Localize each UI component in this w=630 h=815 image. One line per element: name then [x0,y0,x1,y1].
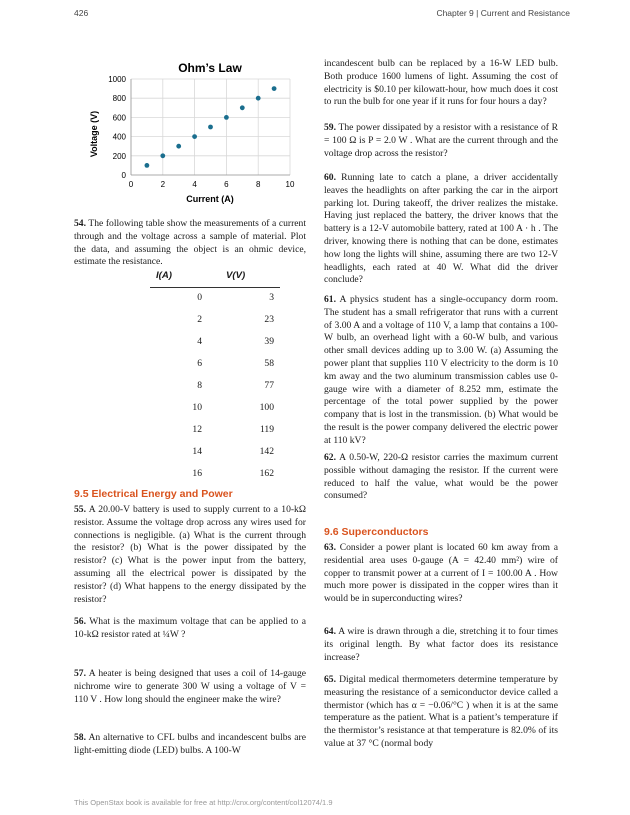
problem-58-continued: incandescent bulb can be replaced by a 16-W LED bulb. Both produce 1600 lumens of light. Assuming the cost of electricity is $0.10 per kilowatt-hour, how much does it cost to run the bulb for one year if it runs for four hours a day? [324,58,558,108]
data-point [272,86,277,91]
problem-64: 64. A wire is drawn through a die, stretching it to four times its original length. By what factor does its resistance increase? [324,626,558,663]
table-row [150,464,280,486]
problem-54 [74,218,306,269]
y-tick-label: 600 [112,113,126,123]
table-row [150,398,280,420]
x-tick-label: 8 [255,180,261,189]
cell-voltage: 39 [264,336,274,348]
table-row [150,310,280,332]
cell-voltage: 77 [264,380,274,392]
table-row [150,354,280,376]
cell-current: 0 [197,292,202,304]
problem-number: 54. [74,218,86,229]
table-row [150,420,280,442]
cell-voltage: 119 [259,424,274,436]
x-tick-label: 10 [285,180,295,189]
problem-text: The following table show the measurements of a current through and the voltage across a sample of material. Plot the data, and assuming the object is an ohmic device, estimate the resistance. [74,218,306,268]
measurement-table [150,268,280,486]
cell-voltage: 162 [259,468,274,480]
y-tick-label: 1000 [108,75,126,84]
ohms-law-chart [74,56,306,206]
cell-current: 12 [192,424,202,436]
problem-61: 61. A physics student has a single-occupancy dorm room. The student has a small refrigerator that runs with a current of 3.00 A and a voltage of 110 V, a lamp that contains a 100-W bulb, an overhead light with a 60-W bulb, and various other small devices adding up to 3.00 W. (a) Assuming the power plant that supplies 110 V electricity to the dorm is 10 km away and the two aluminum transmission cables use 0-gauge wire with a diameter of 8.252 mm, estimate the percentage of the total power supplied by the power company that is lost in the transmission. (b) What would be the result is the power company delivered the electric power at 110 kV? [324,294,558,446]
data-point [224,115,229,120]
cell-current: 8 [197,380,202,392]
cell-voltage: 142 [259,446,274,458]
x-tick-label: 0 [128,180,134,189]
chart-title: Ohm’s Law [178,61,242,75]
cell-current: 16 [192,468,202,480]
problem-59: 59. The power dissipated by a resistor with a resistance of R = 100 Ω is P = 2.0 W . What are the current through and the voltage drop across the resistor? [324,122,558,159]
page-number: 426 [74,8,89,18]
table-row [150,332,280,354]
problem-62: 62. A 0.50-W, 220-Ω resistor carries the maximum current possible without damaging the resistor. If the current were reduced to half the value, what would be the power consumed? [324,452,558,502]
footer-note: This OpenStax book is available for free at http://cnx.org/content/col12074/1.9 [74,798,333,807]
x-tick-label: 4 [192,180,197,189]
table-row [150,287,280,310]
col-header-voltage: V(V) [220,268,280,287]
chapter-header: Chapter 9 | Current and Resistance [436,8,570,18]
y-tick-label: 400 [112,132,126,142]
data-point [176,144,181,149]
y-axis-label: Voltage (V) [89,110,99,158]
problem-56: 56. What is the maximum voltage that can be applied to a 10-kΩ resistor rated at ¼W ? [74,616,306,640]
table-row [150,442,280,464]
y-tick-label: 800 [112,94,126,104]
problem-65: 65. Digital medical thermometers determine temperature by measuring the resistance of a semiconductor device called a thermistor (which has α = −0.06/°C ) when it is at the same temperature as the patient. What is a patient’s temperature if the thermistor’s resistance at that temperature is 82.0% of its value at 37 °C (normal body [324,674,558,749]
x-tick-label: 6 [224,180,229,189]
cell-current: 2 [197,314,202,326]
section-heading-9-5: 9.5 Electrical Energy and Power [74,488,233,500]
col-header-current: I(A) [150,268,220,287]
cell-current: 4 [197,336,202,348]
data-point [208,125,213,130]
x-axis-label: Current (A) [186,194,234,204]
x-tick-label: 2 [160,180,166,189]
data-point [145,163,150,168]
y-tick-label: 0 [121,171,126,180]
cell-current: 10 [192,402,202,414]
data-point [240,105,245,110]
problem-60: 60. Running late to catch a plane, a driver accidentally leaves the headlights on after parking the car in the airport parking lot. During takeoff, the driver realizes the mistake. Having just replaced the battery, the driver knows that the battery is a 12-V automobile battery, rated at 100 A · h . The driver, knowing there is nothing that can be done, estimates how long the lights will shine, assuming there are two 12-V headlights, each rated at 40 W. What did the driver conclude? [324,172,558,286]
cell-current: 14 [192,446,202,458]
cell-current: 6 [197,358,202,370]
table-row [150,376,280,398]
data-point [256,96,261,101]
cell-voltage: 58 [264,358,274,370]
section-heading-9-6: 9.6 Superconductors [324,526,429,538]
data-point [160,153,165,158]
problem-55: 55. A 20.00-V battery is used to supply current to a 10-kΩ resistor. Assume the voltage drop across any wires used for connections is negligible. (a) What is the current through the resistor? (b) What is the power dissipated by the resistor? (c) What is the power input from the battery, assuming all the electrical power is dissipated by the resistor? (d) What happens to the energy dissipated by the resistor? [74,504,306,605]
data-point [192,134,197,139]
cell-voltage: 100 [259,402,274,414]
problem-57: 57. A heater is being designed that uses a coil of 14-gauge nichrome wire to generate 300 W using a voltage of V = 110 V . How long should the engineer make the wire? [74,668,306,705]
cell-voltage: 23 [264,314,274,326]
cell-voltage: 3 [269,292,274,304]
problem-58: 58. An alternative to CFL bulbs and incandescent bulbs are light-emitting diode (LED) bulbs. A 100-W [74,732,306,756]
y-tick-label: 200 [112,151,126,161]
problem-63: 63. Consider a power plant is located 60 km away from a residential area uses 0-gauge (A = 42.40 mm²) wire of copper to transmit power at a current of I = 100.00 A . How much more power is dissipated in the copper wires than it would be in superconducting wires? [324,542,558,605]
